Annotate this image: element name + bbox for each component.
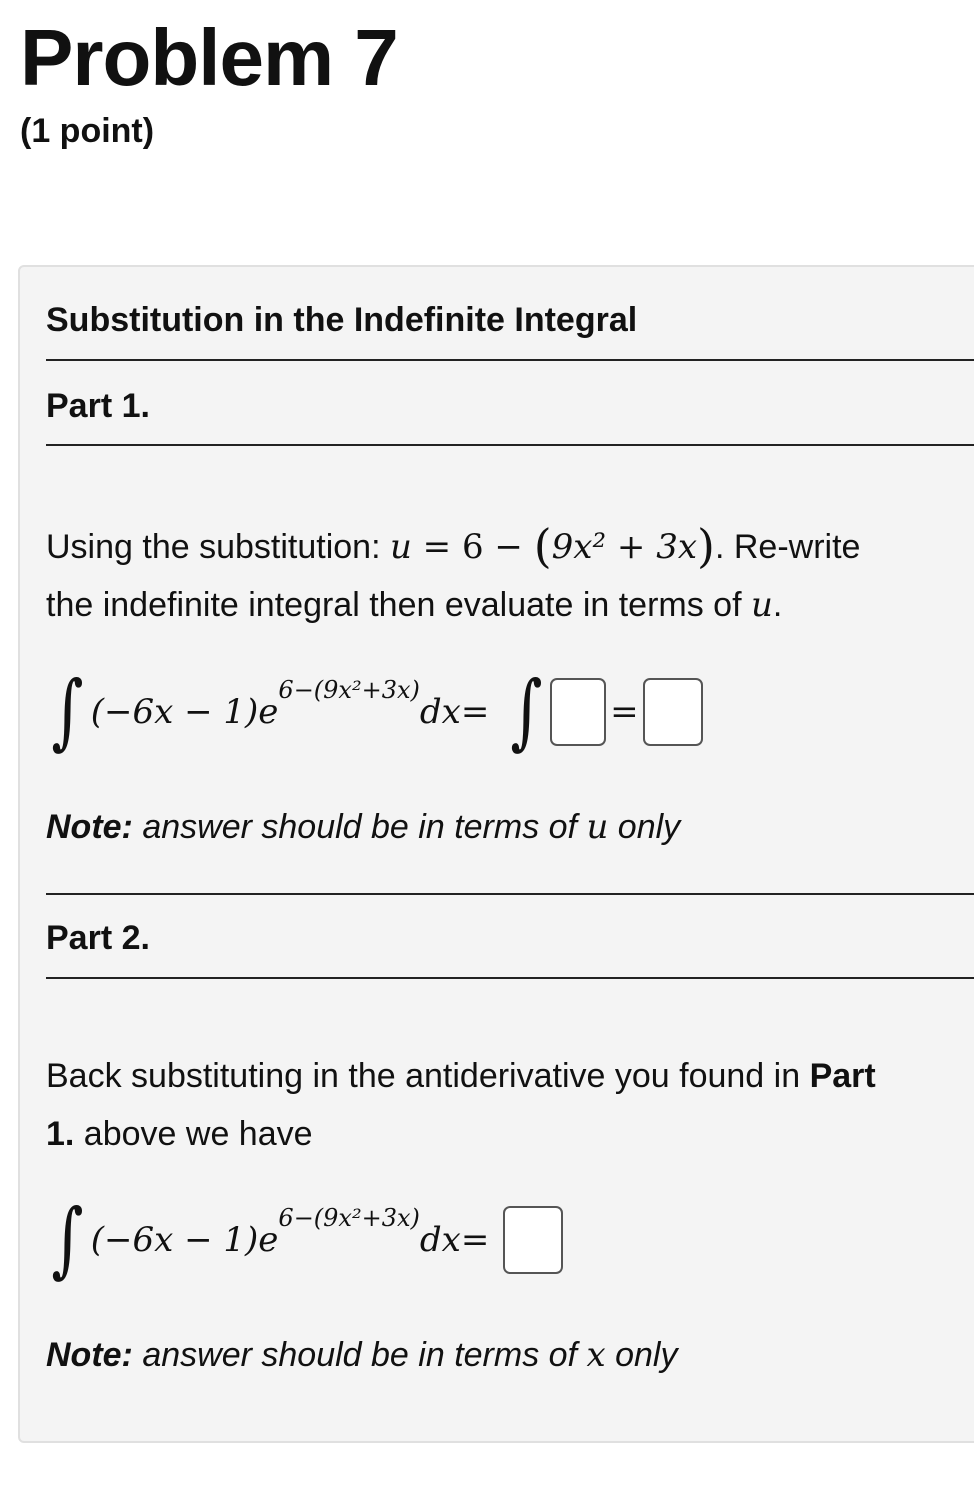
problem-title: Problem 7 xyxy=(20,13,398,102)
equals-sign: = xyxy=(460,692,490,732)
section-title: Substitution in the Indefinite Integral xyxy=(46,301,638,339)
substitution-equals: = 6 − xyxy=(411,527,534,567)
differential: dx xyxy=(419,692,461,732)
integrand: (−6x − 1)e xyxy=(90,692,279,732)
note-text: answer should be in terms of xyxy=(132,1336,587,1374)
equals-sign: = xyxy=(610,692,639,732)
divider xyxy=(46,444,974,446)
integrand: (−6x − 1)e xyxy=(90,1220,279,1260)
differential: dx xyxy=(419,1220,461,1260)
part2-text-bold: Part xyxy=(809,1057,876,1095)
substitution-inner: 9x² + 3x xyxy=(551,527,698,567)
part2-note xyxy=(46,1335,677,1375)
note-end: only xyxy=(608,808,681,846)
part1-instructions xyxy=(46,513,971,634)
exponent: 6−(9x²+3x) xyxy=(278,676,420,704)
part2-text-b: above we have xyxy=(74,1115,313,1153)
part2-label: Part 2. xyxy=(46,919,150,957)
note-variable: x xyxy=(586,1335,606,1375)
problem-points: (1 point) xyxy=(20,112,155,150)
note-end: only xyxy=(605,1336,678,1374)
part1-text-prefix: Using the substitution: xyxy=(46,528,390,566)
right-paren: ) xyxy=(697,519,715,573)
part2-text-a: Back substituting in the antiderivative you found in xyxy=(46,1057,810,1095)
divider xyxy=(46,977,974,979)
part1-text-end: . xyxy=(772,586,783,624)
answer-box-result[interactable] xyxy=(643,678,703,746)
part1-text-after: . Re-write xyxy=(714,528,861,566)
part2-instructions xyxy=(46,1047,971,1163)
part1-text-line2: the indefinite integral then evaluate in terms of xyxy=(46,586,751,624)
integral-sign: ∫ xyxy=(510,664,543,759)
part1-note xyxy=(46,807,680,847)
equals-sign: = xyxy=(460,1220,490,1260)
part1-equation xyxy=(46,664,703,759)
note-label: Note: xyxy=(46,808,133,846)
substitution-variable: u xyxy=(389,527,412,567)
answer-box-antiderivative[interactable] xyxy=(503,1206,563,1274)
note-text: answer should be in terms of xyxy=(132,808,587,846)
divider xyxy=(46,893,974,895)
divider xyxy=(46,359,974,361)
answer-box-integrand[interactable] xyxy=(550,678,606,746)
part2-equation xyxy=(46,1192,563,1287)
left-paren: ( xyxy=(533,519,552,573)
note-label: Note: xyxy=(46,1336,133,1374)
problem-panel xyxy=(18,265,974,1443)
note-variable: u xyxy=(586,807,609,847)
integral-sign: ∫ xyxy=(51,664,84,759)
part2-text-bold2: 1. xyxy=(46,1115,75,1153)
part1-variable: u xyxy=(751,585,773,625)
integral-sign: ∫ xyxy=(51,1192,84,1287)
part1-label: Part 1. xyxy=(46,387,150,425)
exponent: 6−(9x²+3x) xyxy=(278,1204,420,1232)
